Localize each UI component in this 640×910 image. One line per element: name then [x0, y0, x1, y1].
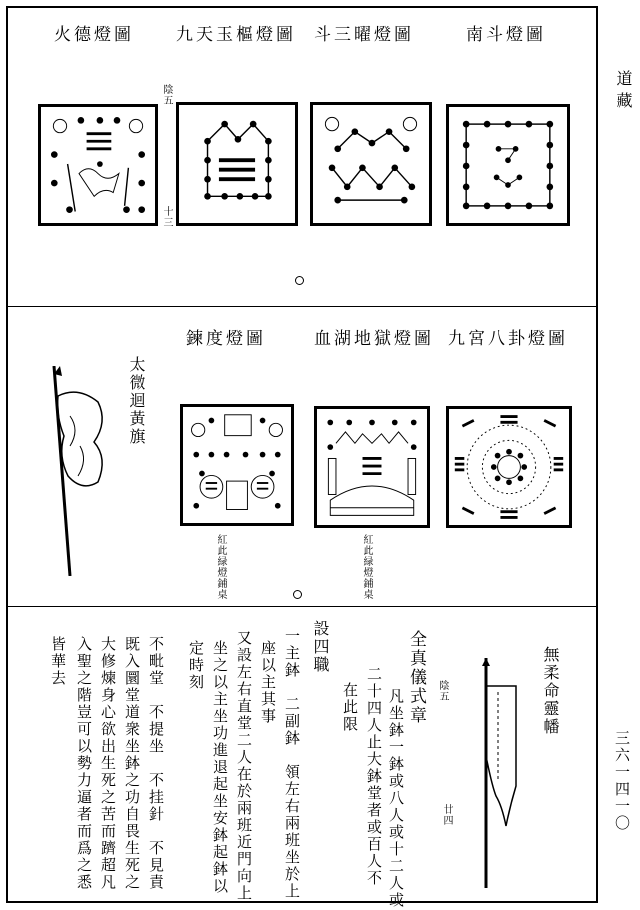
diagram-huode [38, 104, 158, 226]
diagram-xuehu [314, 406, 430, 528]
text-col-1: 凡坐鉢一鉢或八人或十二人或 [387, 688, 405, 909]
text-col-13: 皆華去 [49, 636, 67, 687]
note-yin-2: 陰五 [437, 680, 448, 702]
note-24: 廿四 [441, 804, 452, 826]
text-col-6: 又設左右直堂二人在於兩班近門向上 [235, 630, 253, 902]
diagram-nandou [446, 104, 570, 226]
center-mark-2 [293, 590, 302, 599]
section-heading-quanzhen: 全真儀式章 [406, 630, 426, 725]
title-jiutian: 九天玉樞燈圖 [176, 25, 296, 45]
section-heading-sizhi: 設四職 [311, 620, 330, 674]
diagram-jiutian [176, 102, 298, 226]
title-jiugong: 九宮八卦燈圖 [448, 329, 568, 349]
title-huode: 火德燈圖 [54, 25, 134, 45]
center-mark-1 [295, 276, 304, 285]
text-col-4: 一主鉢 二副鉢 領左右兩班坐於上 [283, 628, 301, 900]
note-inside: 十三 [161, 206, 172, 228]
title-liandu: 鍊度燈圖 [186, 329, 266, 349]
margin-page-number: 三六一四一〇 [613, 730, 631, 832]
note-yin: 陰五 [161, 84, 172, 106]
text-col-11: 大修煉身心欲出生死之苦而躋超凡 [99, 636, 117, 891]
caption-xuehu: 紅此緑燈鋪桌 [361, 534, 372, 600]
diagram-liandu [180, 404, 294, 526]
banner-flag-illustration [40, 366, 120, 576]
text-col-7: 坐之以主坐功進退起坐安鉢起鉢以 [211, 640, 229, 895]
diagram-jiugong [446, 406, 572, 528]
banner-label-wurou: 無柔命靈幡 [541, 646, 560, 736]
text-col-12: 入聖之階豈可以勢力逼者而爲之悉 [75, 636, 93, 891]
text-col-3: 在此限 [341, 682, 359, 733]
title-nandou: 南斗燈圖 [466, 25, 546, 45]
diagram-dou-sanyao [310, 102, 432, 226]
banner-lingfan-illustration [474, 658, 534, 888]
title-xuehu: 血湖地獄燈圖 [314, 329, 434, 349]
text-col-10: 既入圜堂道衆坐鉢之功自畏生死之 [123, 636, 141, 891]
text-col-8: 定時刻 [187, 640, 205, 691]
text-col-2: 二十四人止大鉢堂者或百人不 [365, 666, 383, 887]
text-col-9: 不毗堂 不提坐 不挂針 不見責 [147, 636, 165, 891]
caption-liandu: 紅此緑燈鋪桌 [215, 534, 226, 600]
divider-2 [6, 606, 598, 607]
margin-daozang: 道藏 [614, 70, 633, 114]
text-col-5: 座以主其事 [259, 640, 277, 725]
banner-label-taiwei: 太微迴黃旗 [127, 356, 146, 446]
title-dou-sanyao: 斗三曜燈圖 [314, 25, 414, 45]
divider-1 [6, 306, 598, 307]
